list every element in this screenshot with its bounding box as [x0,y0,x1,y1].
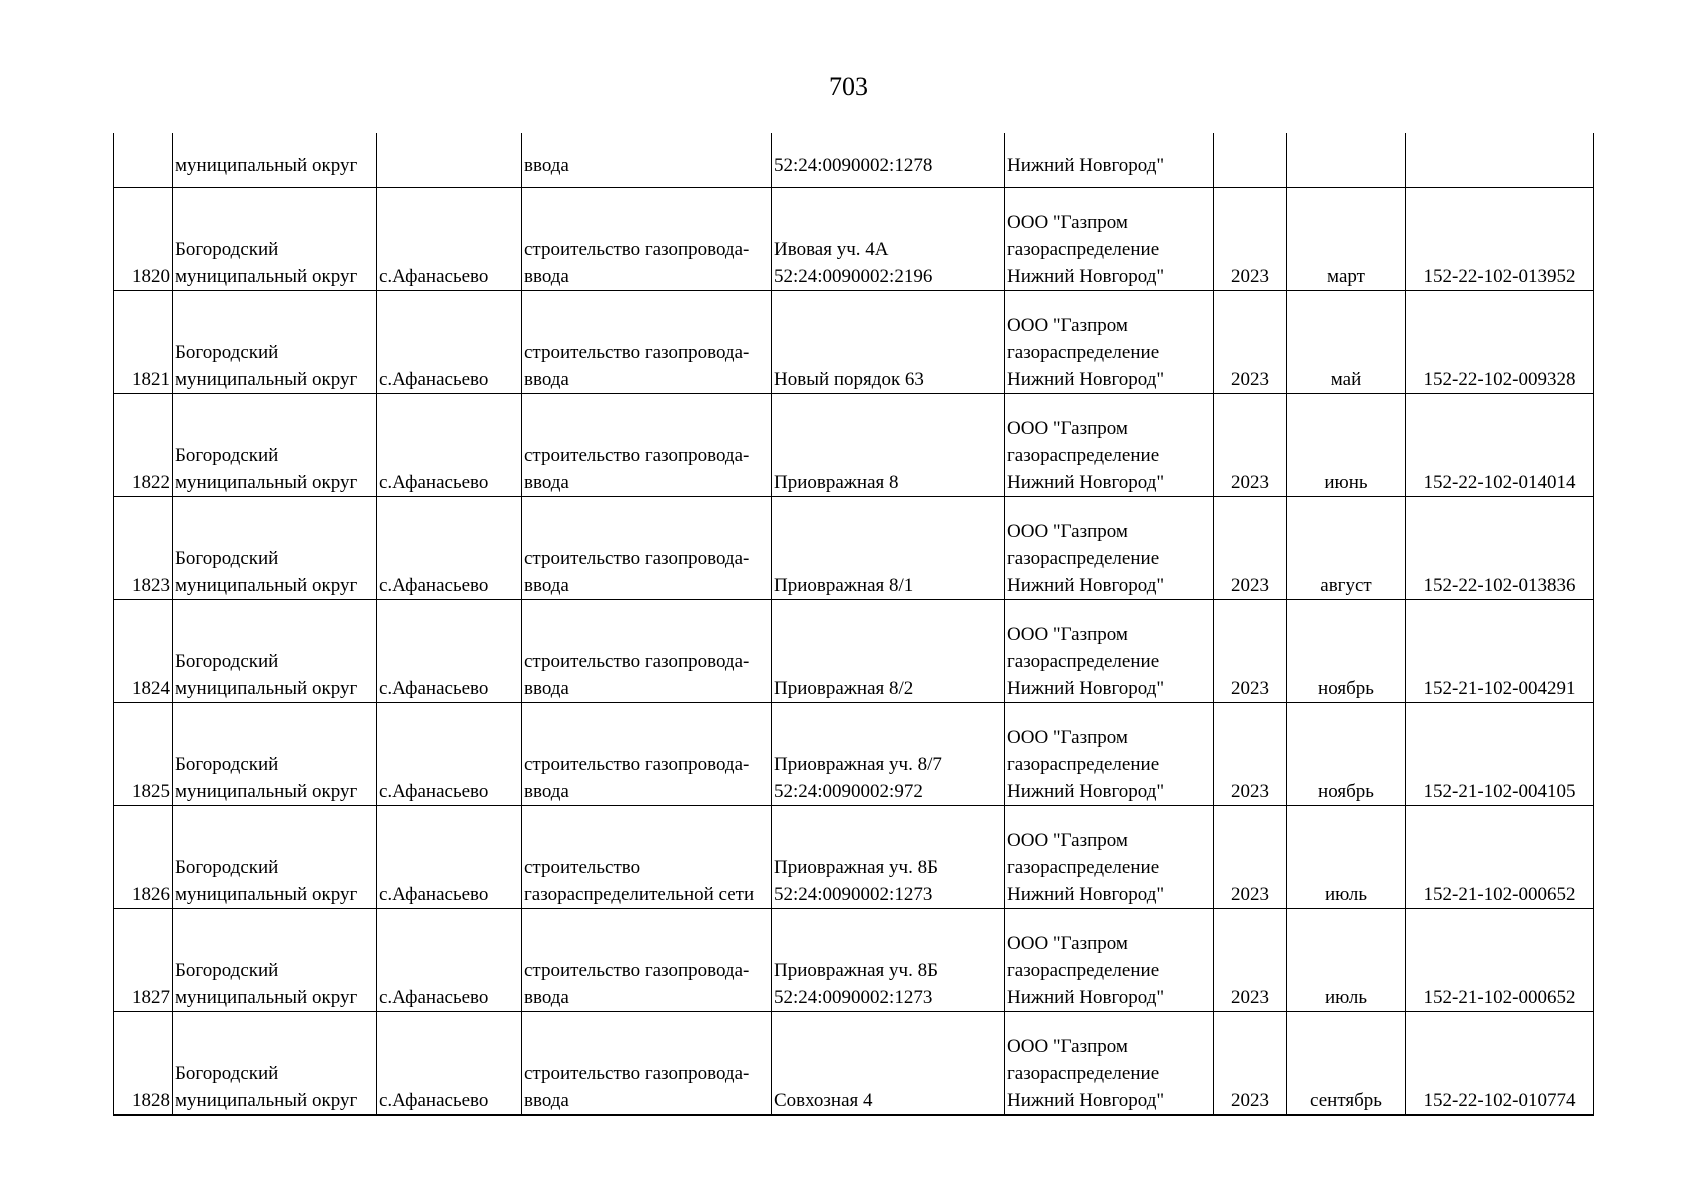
work-line-2: ввода [524,781,569,802]
cell-owner [1005,394,1214,497]
district-name: Богородский [175,1063,279,1084]
cell-owner [1005,703,1214,806]
cell-settlement: с.Афанасьево [377,909,522,1012]
cell-district [173,394,377,497]
work-line-1: строительство газопровода- [524,342,750,363]
cell-year: 2023 [1214,909,1287,1012]
cell-address [772,497,1005,600]
cell-settlement: с.Афанасьево [377,703,522,806]
cell-owner: Нижний Новгород" [1005,133,1214,188]
cell-owner [1005,1012,1214,1116]
work-line-2: ввода [524,369,569,390]
owner-line-1: ООО "Газпром [1007,727,1128,748]
district-type: муниципальный округ [175,678,358,699]
address-line-1 [774,545,1002,572]
cell-settlement [377,133,522,188]
owner-line-2: газораспределение [1007,1063,1160,1084]
cell-address [772,1012,1005,1116]
cell-year: 2023 [1214,291,1287,394]
work-line-2: ввода [524,987,569,1008]
cell-settlement: с.Афанасьево [377,1012,522,1116]
cell-settlement: с.Афанасьево [377,394,522,497]
cell-permit: 152-22-102-010774 [1406,1012,1594,1116]
work-line-1: строительство газопровода- [524,445,750,466]
address-line-2: Приовражная 8/2 [774,678,914,699]
district-type: муниципальный округ [175,266,358,287]
table-row [114,806,1594,909]
cell-num: 1825 [114,703,173,806]
address-line-1 [774,1060,1002,1087]
district-type: муниципальный округ [175,575,358,596]
owner-line-3: Нижний Новгород" [1007,266,1165,287]
table-row [114,703,1594,806]
owner-line-1: ООО "Газпром [1007,933,1128,954]
cell-address [772,188,1005,291]
address-line-1 [774,339,1002,366]
cell-owner [1005,291,1214,394]
owner-line-2: газораспределение [1007,342,1160,363]
cell-work [522,188,772,291]
cell-num: 1824 [114,600,173,703]
owner-line-2: газораспределение [1007,651,1160,672]
owner-line-3: Нижний Новгород" [1007,884,1165,905]
cell-permit: 152-22-102-014014 [1406,394,1594,497]
address-line-1: Приовражная уч. 8/7 [774,754,942,775]
district-name: Богородский [175,445,279,466]
cell-settlement: с.Афанасьево [377,600,522,703]
table-row [114,188,1594,291]
work-line-2: ввода [524,1090,569,1111]
cell-year: 2023 [1214,703,1287,806]
address-line-2: 52:24:0090002:1273 [774,987,933,1008]
owner-line-1: ООО "Газпром [1007,212,1128,233]
district-name: Богородский [175,857,279,878]
cell-num: 1826 [114,806,173,909]
address-line-2: Приовражная 8 [774,472,899,493]
cell-num: 1822 [114,394,173,497]
cell-district [173,600,377,703]
owner-line-2: газораспределение [1007,548,1160,569]
address-line-2: Приовражная 8/1 [774,575,914,596]
owner-line-3: Нижний Новгород" [1007,472,1165,493]
address-line-1 [774,648,1002,675]
work-line-1: строительство газопровода- [524,651,750,672]
owner-line-1: ООО "Газпром [1007,315,1128,336]
district-name: Богородский [175,960,279,981]
cell-month: май [1287,291,1406,394]
owner-line-2: газораспределение [1007,857,1160,878]
cell-work [522,291,772,394]
cell-month: сентябрь [1287,1012,1406,1116]
address-line-1: Ивовая уч. 4А [774,239,889,260]
cell-num: 1821 [114,291,173,394]
cell-work [522,600,772,703]
cell-address [772,703,1005,806]
cell-year [1214,133,1287,188]
cell-district [173,188,377,291]
cell-month: июль [1287,806,1406,909]
cell-year: 2023 [1214,806,1287,909]
cell-permit: 152-22-102-009328 [1406,291,1594,394]
address-line-2: Новый порядок 63 [774,369,924,390]
cell-district: муниципальный округ [173,133,377,188]
cell-district [173,806,377,909]
cell-month [1287,133,1406,188]
cell-permit: 152-21-102-000652 [1406,806,1594,909]
address-line-2: 52:24:0090002:2196 [774,266,933,287]
cell-permit: 152-22-102-013836 [1406,497,1594,600]
work-line-2: ввода [524,575,569,596]
owner-line-2: газораспределение [1007,239,1160,260]
cell-month: март [1287,188,1406,291]
cell-permit: 152-21-102-004291 [1406,600,1594,703]
cell-month: ноябрь [1287,703,1406,806]
cell-work [522,394,772,497]
page-number: 703 [829,72,868,101]
cell-year: 2023 [1214,188,1287,291]
cell-work: ввода [522,133,772,188]
district-name: Богородский [175,239,279,260]
cell-settlement: с.Афанасьево [377,291,522,394]
cell-owner [1005,806,1214,909]
owner-line-1: ООО "Газпром [1007,830,1128,851]
cell-address [772,600,1005,703]
cell-address [772,909,1005,1012]
owner-line-3: Нижний Новгород" [1007,1090,1165,1111]
work-line-2: газораспределительной сети [524,884,755,905]
work-line-2: ввода [524,266,569,287]
cell-work [522,806,772,909]
owner-line-2: газораспределение [1007,754,1160,775]
owner-line-1: ООО "Газпром [1007,418,1128,439]
cell-settlement: с.Афанасьево [377,497,522,600]
owner-line-3: Нижний Новгород" [1007,781,1165,802]
owner-line-1: ООО "Газпром [1007,624,1128,645]
work-line-2: ввода [524,678,569,699]
address-line-2: Совхозная 4 [774,1090,873,1111]
cell-year: 2023 [1214,1012,1287,1116]
cell-district [173,1012,377,1116]
cell-address [772,394,1005,497]
table-row [114,909,1594,1012]
cell-num: 1828 [114,1012,173,1116]
cell-month: ноябрь [1287,600,1406,703]
table-row-continued [114,133,1594,188]
cell-month: август [1287,497,1406,600]
address-line-2: 52:24:0090002:972 [774,781,923,802]
cell-year: 2023 [1214,497,1287,600]
district-type: муниципальный округ [175,1090,358,1111]
cell-permit: 152-21-102-004105 [1406,703,1594,806]
cell-address [772,291,1005,394]
table-row [114,1012,1594,1116]
table-row [114,291,1594,394]
district-name: Богородский [175,754,279,775]
work-line-1: строительство [524,857,641,878]
cell-year: 2023 [1214,394,1287,497]
cell-permit [1406,133,1594,188]
owner-line-3: Нижний Новгород" [1007,678,1165,699]
cell-owner [1005,909,1214,1012]
owner-line-1: ООО "Газпром [1007,1036,1128,1057]
district-type: муниципальный округ [175,369,358,390]
work-line-1: строительство газопровода- [524,960,750,981]
cell-district [173,703,377,806]
cell-month: июль [1287,909,1406,1012]
cell-district [173,909,377,1012]
cell-address [772,806,1005,909]
owner-line-1: ООО "Газпром [1007,521,1128,542]
cell-address: 52:24:0090002:1278 [772,133,1005,188]
address-line-1: Приовражная уч. 8Б [774,960,938,981]
district-type: муниципальный округ [175,987,358,1008]
cell-owner [1005,600,1214,703]
address-line-1: Приовражная уч. 8Б [774,857,938,878]
table-row [114,394,1594,497]
cell-year: 2023 [1214,600,1287,703]
owner-line-2: газораспределение [1007,445,1160,466]
work-line-1: строительство газопровода- [524,548,750,569]
owner-line-3: Нижний Новгород" [1007,369,1165,390]
address-line-2: 52:24:0090002:1273 [774,884,933,905]
gas-works-table [113,133,1594,1116]
cell-work [522,497,772,600]
district-name: Богородский [175,651,279,672]
table-row [114,497,1594,600]
district-name: Богородский [175,342,279,363]
cell-month: июнь [1287,394,1406,497]
cell-permit: 152-22-102-013952 [1406,188,1594,291]
cell-num: 1827 [114,909,173,1012]
district-type: муниципальный округ [175,884,358,905]
work-line-1: строительство газопровода- [524,1063,750,1084]
work-line-1: строительство газопровода- [524,239,750,260]
address-line-1 [774,442,1002,469]
owner-line-3: Нижний Новгород" [1007,575,1165,596]
cell-num: 1820 [114,188,173,291]
cell-district [173,291,377,394]
cell-num [114,133,173,188]
owner-line-3: Нижний Новгород" [1007,987,1165,1008]
cell-district [173,497,377,600]
cell-work [522,1012,772,1116]
cell-work [522,909,772,1012]
owner-line-2: газораспределение [1007,960,1160,981]
cell-owner [1005,188,1214,291]
cell-num: 1823 [114,497,173,600]
work-line-2: ввода [524,472,569,493]
cell-settlement: с.Афанасьево [377,806,522,909]
district-type: муниципальный округ [175,472,358,493]
district-name: Богородский [175,548,279,569]
cell-settlement: с.Афанасьево [377,188,522,291]
cell-owner [1005,497,1214,600]
cell-permit: 152-21-102-000652 [1406,909,1594,1012]
cell-work [522,703,772,806]
district-type: муниципальный округ [175,781,358,802]
work-line-1: строительство газопровода- [524,754,750,775]
table-row [114,600,1594,703]
